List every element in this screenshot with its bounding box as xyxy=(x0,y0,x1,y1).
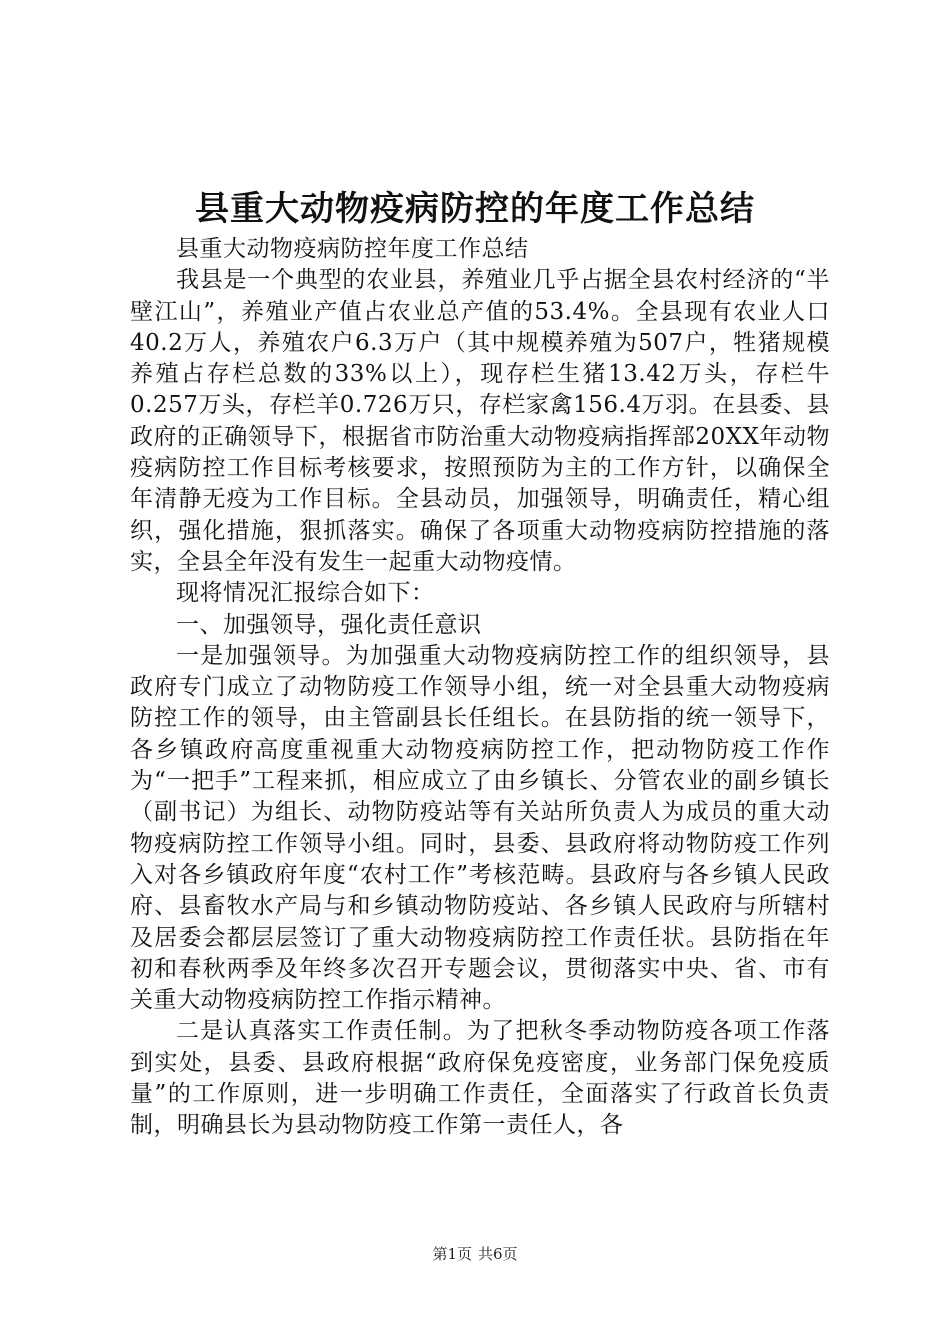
paragraph-report-intro: 现将情况汇报综合如下： xyxy=(176,580,435,607)
document-body xyxy=(130,234,830,1142)
paragraph-subtitle: 县重大动物疫病防控年度工作总结 xyxy=(176,236,529,262)
document-title: 县重大动物疫病防控的年度工作总结 xyxy=(195,189,755,229)
page-number: 第1页 xyxy=(432,1245,472,1263)
paragraph-responsibility: 二是认真落实工作责任制。为了把秋冬季动物防疫各项工作落到实处，县委、县政府根据“政府保免疫密度，业务部门保免疫质量”的工作原则，进一步明确工作责任，全面落实了行政首长负责制，明确县长为县动物防疫工作第一责任人，各 xyxy=(130,1018,830,1139)
page-total: 共6页 xyxy=(478,1245,518,1263)
section-heading-1: 一、加强领导，强化责任意识 xyxy=(176,611,482,638)
page-footer xyxy=(0,1244,950,1264)
paragraph-leadership: 一是加强领导。为加强重大动物疫病防控工作的组织领导，县政府专门成立了动物防疫工作领导小组，统一对全县重大动物疫病防控工作的领导，由主管副县长任组长。在县防指的统一领导下，各乡镇政府高度重视重大动物疫病防控工作，把动物防疫工作作为“一把手”工程来抓，相应成立了由乡镇长、分管农业的副乡镇长（副书记）为组长、动物防疫站等有关站所负责人为成员的重大动物疫病防控工作领导小组。同时，县委、县政府将动物防疫工作列入对各乡镇政府年度“农村工作”考核范畴。县政府与各乡镇人民政府、县畜牧水产局与和乡镇动物防疫站、各乡镇人民政府与所辖村及居委会都层层签订了重大动物疫病防控工作责任状。县防指在年初和春秋两季及年终多次召开专题会议，贯彻落实中央、省、市有关重大动物疫病防控工作指示精神。 xyxy=(130,642,830,1014)
paragraph-overview: 我县是一个典型的农业县，养殖业几乎占据全县农村经济的“半壁江山”，养殖业产值占农业总产值的53.4%。全县现有农业人口40.2万人，养殖农户6.3万户（其中规模养殖为507户，牲猪规模养殖占存栏总数的33%以上），现存栏生猪13.42万头，存栏牛0.257万头，存栏羊0.726万只，存栏家禽156.4万羽。在县委、县政府的正确领导下，根据省市防治重大动物疫病指挥部20XX年动物疫病防控工作目标考核要求，按照预防为主的工作方针，以确保全年清静无疫为工作目标。全县动员，加强领导，明确责任，精心组织，强化措施，狠抓落实。确保了各项重大动物疫病防控措施的落实，全县全年没有发生一起重大动物疫情。 xyxy=(130,267,830,575)
